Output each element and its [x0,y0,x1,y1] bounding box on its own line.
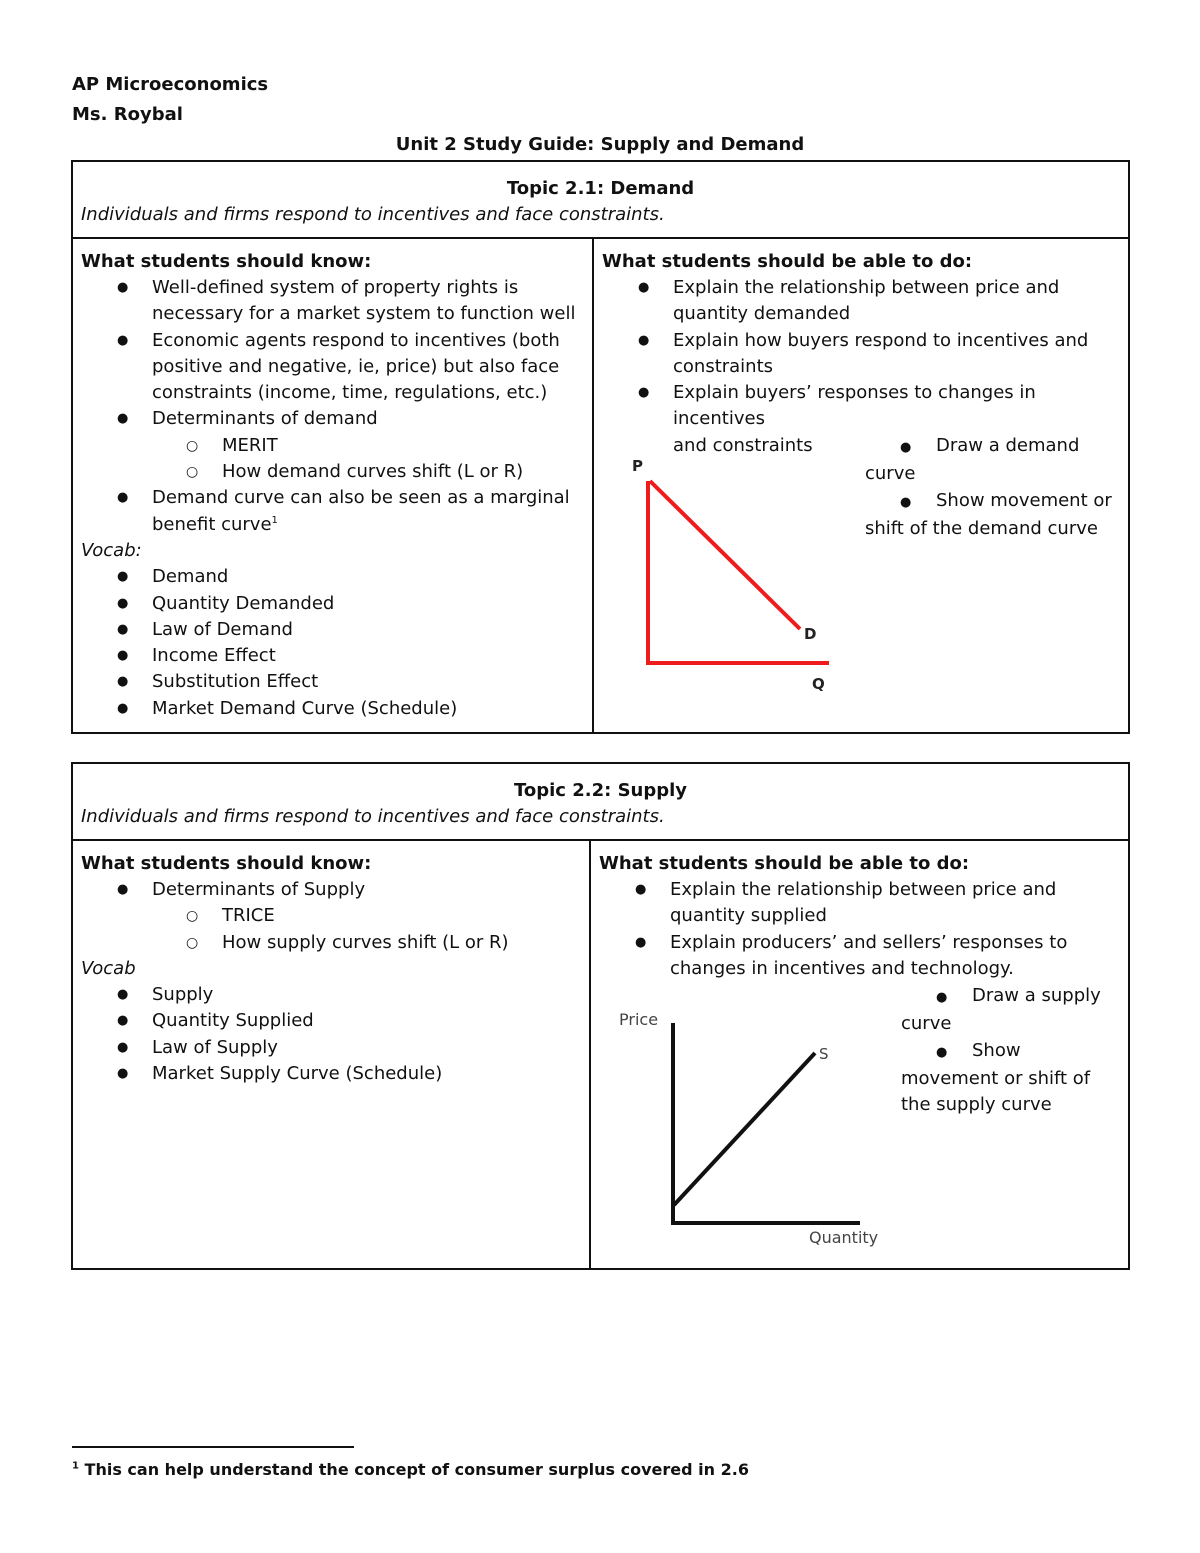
list-item: ● Draw a supply [936,985,1101,1006]
list-item: ● Show movement or [900,489,1112,511]
demand-know-title: What students should know: [81,251,372,272]
footnote-mark: 1 [72,1460,79,1472]
footnote-text: This can help understand the concept of consumer surplus covered in 2.6 [84,1460,749,1479]
list-item: ○ How supply curves shift (L or R) [81,930,581,956]
supply-vocab-label: Vocab [81,957,136,979]
topic-demand-box [71,160,1130,734]
list-item-continuation: curve [901,1013,952,1035]
vocab-item: ● Law of Supply [81,1035,581,1061]
supply-do-title: What students should be able to do: [599,853,970,874]
list-item: ● Economic agents respond to incentives (both positive and negative, ie, price) but also face constraints (income, time, regulations, etc.) [81,328,584,407]
supply-do-column [591,839,1128,1268]
demand-know-list [81,275,584,538]
graph-curve-label: D [804,625,817,643]
supply-vocab-list [81,982,581,1087]
footnote-divider [72,1446,354,1448]
supply-know-list [81,877,581,956]
topic-supply-columns [73,839,1128,1268]
vocab-item: ● Law of Demand [81,617,584,643]
supply-curve-line [674,1053,815,1205]
demand-know-column [73,237,594,732]
demand-draw-tasks [865,433,1112,542]
list-item: ○ How demand curves shift (L or R) [81,459,584,485]
supply-know-title: What students should know: [81,853,372,874]
list-item: ● Explain the relationship between price and quantity supplied [599,877,1120,930]
demand-do-column [594,237,1128,732]
supply-do-list [599,877,1120,982]
list-item: ● Explain buyers’ responses to changes in incentives and constraints [602,380,1120,459]
list-item: ● Determinants of Supply [81,877,581,903]
list-item: ● Explain the relationship between price and quantity demanded [602,275,1120,328]
graph-x-label: Quantity [809,1228,879,1247]
graph-y-label: P [632,457,643,475]
footnote [72,1460,749,1479]
topic-demand-title: Topic 2.1: Demand [506,178,695,199]
supply-curve-graph [617,1009,887,1249]
demand-vocab-label: Vocab: [81,539,142,561]
topic-demand-header [73,162,1128,239]
demand-curve-line [650,481,800,629]
list-item: ○ TRICE [81,903,581,929]
vocab-item: ● Market Supply Curve (Schedule) [81,1061,581,1087]
list-item: ○ MERIT [81,433,584,459]
topic-demand-subtitle: Individuals and firms respond to incentives and face constraints. [81,204,665,225]
list-item: ● Explain producers’ and sellers’ responses to changes in incentives and technology. [599,930,1120,983]
teacher-name: Ms. Roybal [72,104,183,125]
course-name: AP Microeconomics [72,74,269,95]
vocab-item: ● Supply [81,982,581,1008]
vocab-item: ● Market Demand Curve (Schedule) [81,696,584,722]
graph-curve-label: S [819,1045,829,1063]
vocab-item: ● Income Effect [81,643,584,669]
list-item: ● Determinants of demand [81,406,584,432]
demand-do-title: What students should be able to do: [602,251,973,272]
list-item: ● Demand curve can also be seen as a marginal benefit curve$^1$ [81,485,584,538]
list-item-continuation: the supply curve [901,1094,1052,1116]
page-title: Unit 2 Study Guide: Supply and Demand [395,134,805,155]
vocab-item: ● Demand [81,564,584,590]
vocab-item: ● Quantity Supplied [81,1008,581,1034]
list-item-continuation: curve [865,463,916,485]
supply-draw-tasks [901,983,1101,1118]
demand-vocab-list [81,564,584,722]
topic-supply-subtitle: Individuals and firms respond to incentives and face constraints. [81,806,665,827]
graph-y-label: Price [619,1010,659,1029]
footnote-reference: 1 [271,514,278,526]
list-item: ● Well-defined system of property rights is necessary for a market system to function well [81,275,584,328]
list-item: ● Show [936,1039,1021,1061]
list-item-continuation: shift of the demand curve [865,517,1098,539]
vocab-item: ● Substitution Effect [81,669,584,695]
topic-supply-title: Topic 2.2: Supply [513,780,688,801]
list-item: ● Explain how buyers respond to incentives and constraints [602,328,1120,381]
topic-supply-box [71,762,1130,1270]
graph-x-label: Q [812,675,825,693]
supply-know-column [73,839,591,1268]
list-item: ● Draw a demand [900,435,1080,456]
topic-demand-columns [73,237,1128,732]
demand-curve-graph [632,457,862,697]
demand-do-list [602,275,1120,459]
topic-supply-header [73,764,1128,841]
vocab-item: ● Quantity Demanded [81,591,584,617]
list-item-continuation: movement or shift of [901,1067,1091,1089]
